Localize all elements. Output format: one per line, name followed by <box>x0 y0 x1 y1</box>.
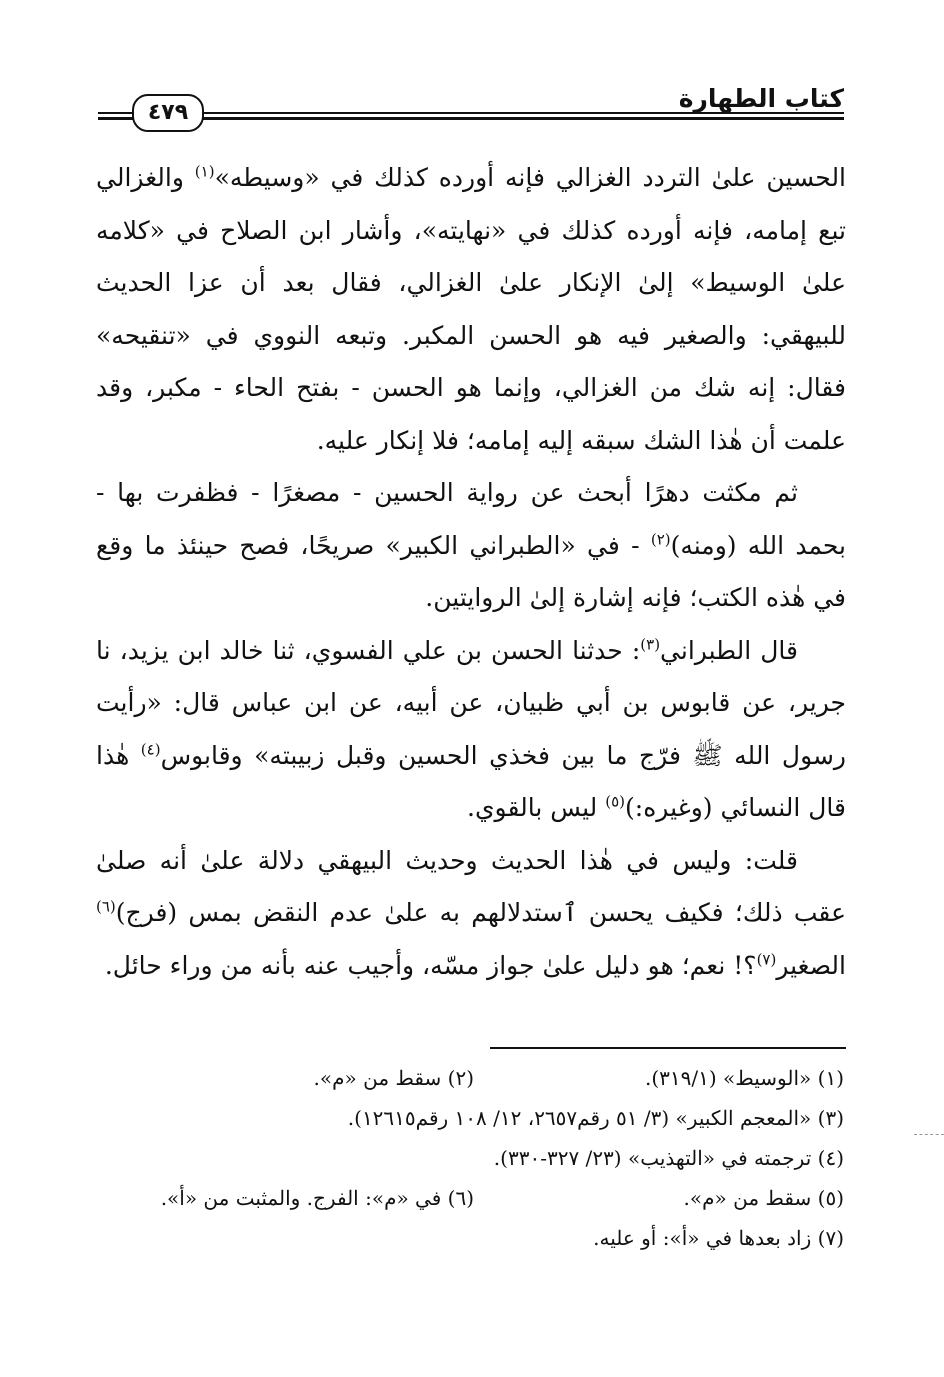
paragraph-1 <box>96 152 846 467</box>
footnote-4: (٤) ترجمته في «التهذيب» (٢٣/ ٣٢٧-٣٣٠). <box>493 1146 844 1170</box>
footnote-ref-2: (٢) <box>650 530 671 549</box>
footnote-1: (١) «الوسيط» (٣١٩/١). <box>644 1066 844 1090</box>
text-run: ثم مكثت دهرًا أبحث عن رواية الحسين - مصغرًا - فظفرت بها - بحمد الله (ومنه) <box>96 478 846 560</box>
footnote-ref-3: (٣) <box>640 635 661 654</box>
text-run: : حدثنا الحسن بن علي الفسوي، ثنا خالد ابن يزيد، نا جرير، عن قابوس بن أبي ظبيان، عن أبيه، عن ابن عباس قال: «رأيت رسول الله ﷺ فرّج ما بين فخذي الحسين وقبل زبيبته» وقابوس <box>96 635 846 770</box>
footnote-row <box>96 1218 844 1258</box>
footnote-row <box>96 1098 844 1138</box>
paragraph-3 <box>96 625 846 835</box>
header-rule-left-thick <box>98 117 136 120</box>
paragraph-4 <box>96 835 846 993</box>
footnote-row <box>96 1178 844 1218</box>
footnote-7: (٧) زاد بعدها في «أ»: أو عليه. <box>593 1226 844 1250</box>
text-run: ليس بالقوي. <box>467 793 606 822</box>
footnote-separator <box>490 1047 846 1049</box>
page-number: ٤٧٩ <box>132 94 204 132</box>
footnote-5: (٥) سقط من «م». <box>683 1186 844 1210</box>
text-run: قال الطبراني <box>660 635 798 665</box>
paragraph-2 <box>96 467 846 625</box>
text-run: الحسين علىٰ التردد الغزالي فإنه أورده كذلك في «وسيطه» <box>214 163 847 192</box>
header-rule-left <box>98 112 136 114</box>
text-run: - في «الطبراني الكبير» صريحًا، فصح حينئذ ما وقع في هٰذه الكتب؛ فإنه إشارة إلىٰ الروايتين. <box>96 530 846 612</box>
running-header <box>98 78 844 128</box>
footnote-row <box>96 1138 844 1178</box>
header-rule-thick <box>200 117 844 120</box>
footnote-2: (٢) سقط من «م». <box>313 1066 474 1090</box>
footnote-ref-1: (١) <box>194 162 215 181</box>
main-text <box>96 152 846 992</box>
footnote-ref-5: (٥) <box>605 792 626 811</box>
text-run: ؟! نعم؛ هو دليل علىٰ جواز مسّه، وأجيب عنه بأنه من وراء حائل. <box>104 950 757 980</box>
text-run: قلت: وليس في هٰذا الحديث وحديث البيهقي دلالة علىٰ أنه صلىٰ عقب ذلك؛ فكيف يحسن ٱستدلالهم به علىٰ عدم النقض بمس (فرج) <box>96 845 846 927</box>
footnote-ref-7: (٧) <box>756 950 777 969</box>
scan-edge-mark <box>914 1134 944 1135</box>
footnote-ref-6: (٦) <box>96 897 116 916</box>
footnote-6: (٦) في «م»: الفرج. والمثبت من «أ». <box>160 1186 474 1210</box>
text-run: الصغير <box>776 950 846 980</box>
chapter-title: كتاب الطهارة <box>678 84 844 113</box>
footnote-ref-4: (٤) <box>140 740 161 759</box>
header-rule <box>200 112 844 114</box>
footnote-row <box>96 1058 844 1098</box>
footnotes <box>96 1058 844 1258</box>
footnote-3: (٣) «المعجم الكبير» (٣/ ٥١ رقم٢٦٥٧، ١٢/ ١٠٨ رقم١٢٦١٥). <box>347 1106 844 1130</box>
text-run: والغزالي تبع إمامه، فإنه أورده كذلك في «نهايته»، وأشار ابن الصلاح في «كلامه علىٰ الوسيط» إلىٰ الإنكار علىٰ الغزالي، فقال بعد أن عزا الحديث للبيهقي: والصغير فيه هو الحسن المكبر. وتبعه النووي في «تنقيحه» فقال: إنه شك من الغزالي، وإنما هو الحسن - بفتح الحاء - مكبر، وقد علمت أن هٰذا الشك سبقه إليه إمامه؛ فلا إنكار عليه. <box>96 163 846 455</box>
text-run: هٰذا قال النسائي (وغيره:) <box>96 740 846 822</box>
